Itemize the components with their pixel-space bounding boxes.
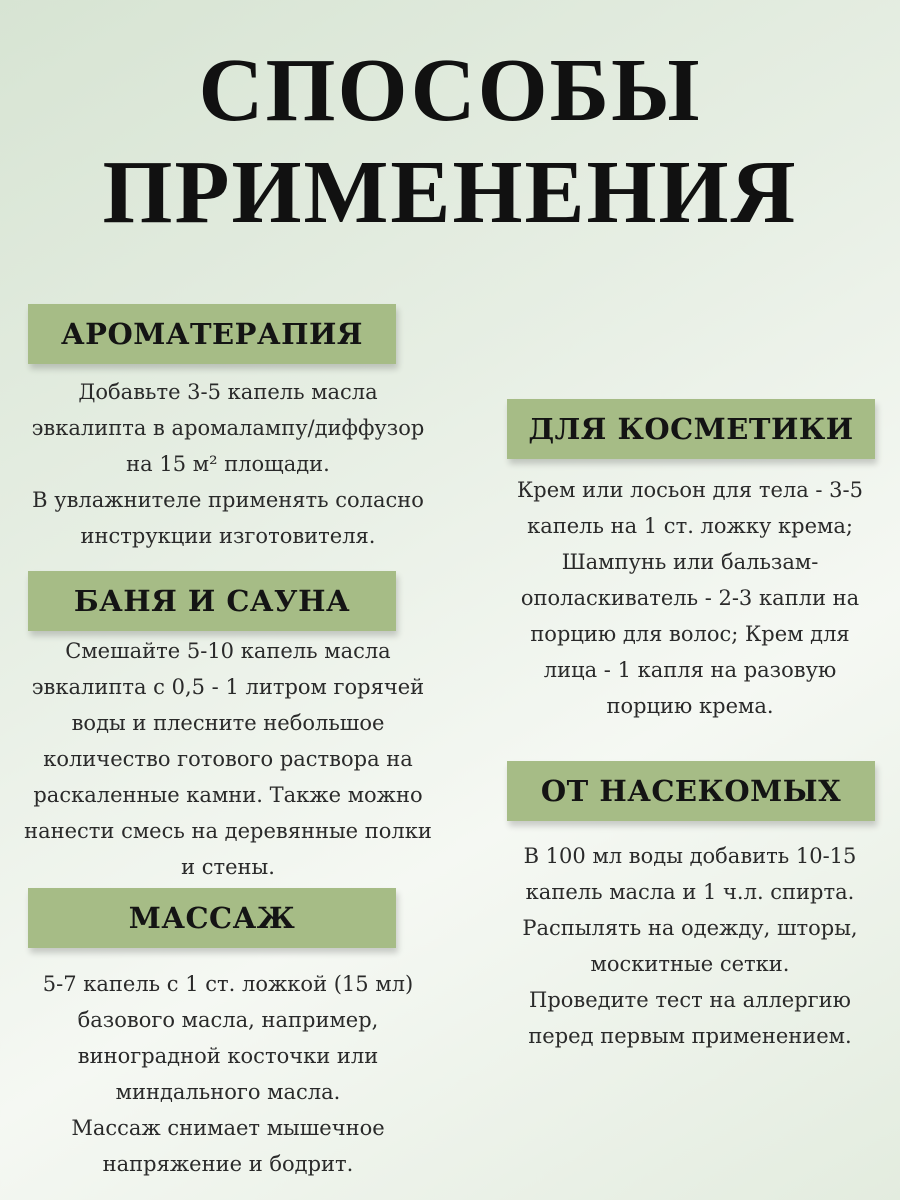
insects-line: капель масла и 1 ч.л. спирта. bbox=[525, 880, 855, 904]
massage-line: базового масла, например, bbox=[77, 1008, 379, 1032]
insects-line: москитные сетки. bbox=[590, 952, 790, 976]
massage-label: МАССАЖ bbox=[28, 888, 396, 948]
aromatherapy-line: на 15 м² площади. bbox=[126, 452, 330, 476]
massage-line: 5-7 капель с 1 ст. ложкой (15 мл) bbox=[42, 972, 414, 996]
insects-text bbox=[462, 838, 900, 1054]
banya-line: и стены. bbox=[181, 855, 275, 879]
insects-label: ОТ НАСЕКОМЫХ bbox=[507, 761, 875, 821]
massage-text bbox=[0, 966, 456, 1182]
page-title bbox=[0, 40, 900, 244]
cosmetics-label: ДЛЯ КОСМЕТИКИ bbox=[507, 399, 875, 459]
aromatherapy-line: инструкции изготовителя. bbox=[80, 524, 376, 548]
cosmetics-line: порцию крема. bbox=[606, 694, 774, 718]
banya-line: Смешайте 5-10 капель масла bbox=[65, 639, 391, 663]
cosmetics-text bbox=[462, 472, 900, 724]
insects-line: В 100 мл воды добавить 10-15 bbox=[523, 844, 857, 868]
banya-label: БАНЯ И САУНА bbox=[28, 571, 396, 631]
massage-line: напряжение и бодрит. bbox=[102, 1152, 354, 1176]
banya-line: эвкалипта с 0,5 - 1 литром горячей bbox=[31, 675, 425, 699]
cosmetics-line: лица - 1 капля на разовую bbox=[543, 658, 837, 682]
banya-line: раскаленные камни. Также можно bbox=[33, 783, 423, 807]
aromatherapy-label: АРОМАТЕРАПИЯ bbox=[28, 304, 396, 364]
insects-line: Распылять на одежду, шторы, bbox=[522, 916, 858, 940]
massage-line: миндального масла. bbox=[115, 1080, 341, 1104]
insects-line: Проведите тест на аллергию bbox=[529, 988, 851, 1012]
banya-line: воды и плесните небольшое bbox=[71, 711, 385, 735]
aromatherapy-line: В увлажнителе применять соласно bbox=[32, 488, 424, 512]
banya-line: количество готового раствора на bbox=[43, 747, 413, 771]
cosmetics-line: ополаскиватель - 2-3 капли на bbox=[520, 586, 860, 610]
aromatherapy-line: Добавьте 3-5 капель масла bbox=[78, 380, 378, 404]
cosmetics-line: порцию для волос; Крем для bbox=[530, 622, 850, 646]
cosmetics-line: Шампунь или бальзам- bbox=[561, 550, 819, 574]
aromatherapy-line: эвкалипта в аромалампу/диффузор bbox=[31, 416, 425, 440]
aromatherapy-text bbox=[0, 374, 456, 554]
cosmetics-line: капель на 1 ст. ложку крема; bbox=[527, 514, 853, 538]
cosmetics-line: Крем или лосьон для тела - 3-5 bbox=[517, 478, 863, 502]
banya-line: нанести смесь на деревянные полки bbox=[24, 819, 432, 843]
massage-line: Массаж снимает мышечное bbox=[71, 1116, 385, 1140]
banya-text bbox=[0, 633, 456, 885]
insects-line: перед первым применением. bbox=[528, 1024, 852, 1048]
title-line-2: ПРИМЕНЕНИЯ bbox=[102, 143, 798, 242]
title-line-1: СПОСОБЫ bbox=[198, 41, 702, 140]
massage-line: виноградной косточки или bbox=[77, 1044, 379, 1068]
